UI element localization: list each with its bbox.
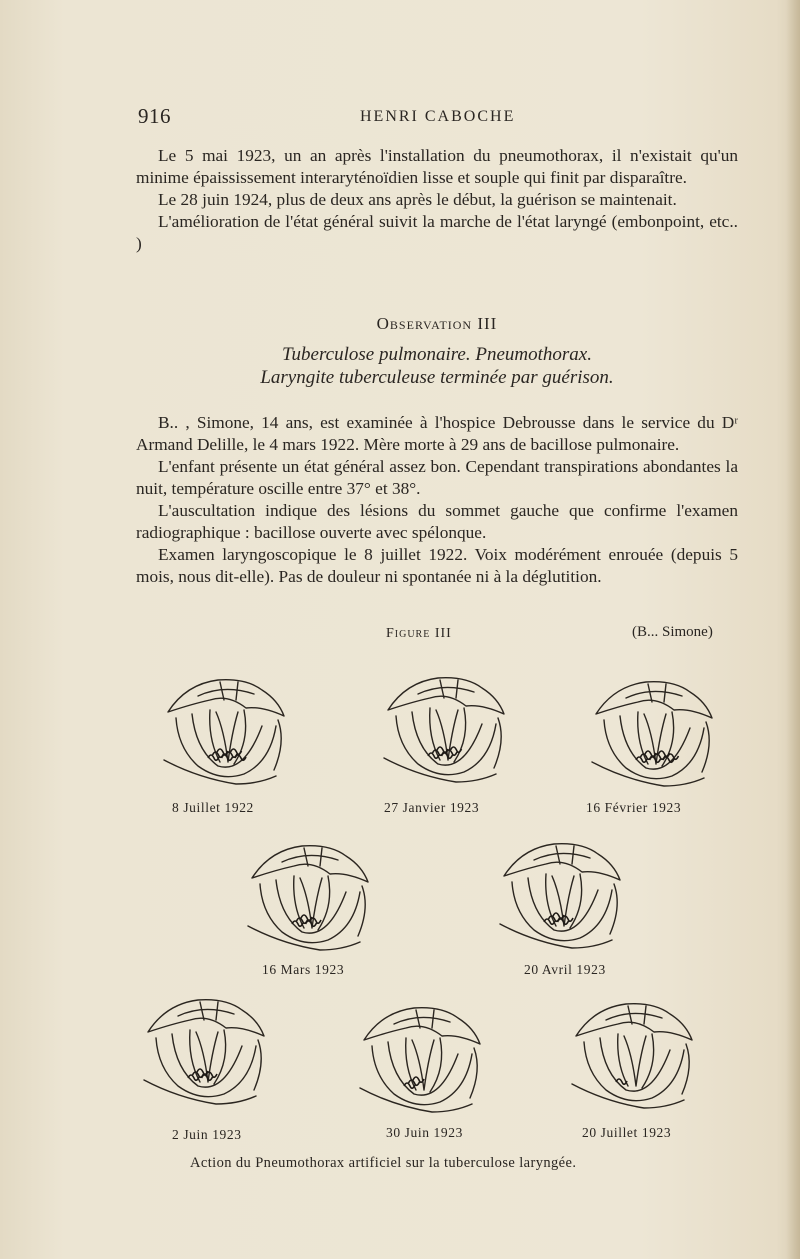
panel-date: 16 Mars 1923 [262, 962, 345, 977]
larynx-sketch [494, 834, 634, 954]
paragraph: Examen laryngoscopique le 8 juillet 1922. Voix modérément enrouée (depuis 5 mois, nous dit-elle). Pas de douleur ni spontanée ni à la déglutition. [136, 545, 738, 586]
paragraph: L'amélioration de l'état général suivit la marche de l'état laryngé (embonpoint, etc.. ) [136, 212, 738, 253]
larynx-sketch [586, 672, 726, 792]
figure-caption: Action du Pneumothorax artificiel sur la tuberculose laryngée. [190, 1155, 577, 1171]
observation-title: Observation III [376, 314, 498, 333]
paragraph: L'enfant présente un état général assez bon. Cependant transpirations abondantes la nuit, température oscille entre 37° et 38°. [136, 457, 738, 498]
intro-text [136, 145, 738, 255]
running-head: HENRI CABOCHE [360, 108, 516, 125]
page-header [138, 104, 738, 134]
larynx-sketch [158, 670, 298, 790]
page-number: 916 [138, 104, 171, 128]
larynx-sketch [566, 994, 706, 1114]
panel-date: 2 Juin 1923 [172, 1127, 242, 1142]
larynx-sketch [378, 668, 518, 788]
panel-date: 16 Février 1923 [586, 800, 682, 815]
panel-date: 20 Avril 1923 [524, 962, 606, 977]
paragraph: B.. , Simone, 14 ans, est examinée à l'hospice Debrousse dans le service du Dʳ Armand Delille, le 4 mars 1922. Mère morte à 29 ans de bacillose pulmonaire. [136, 413, 738, 454]
panel-date: 20 Juillet 1923 [582, 1125, 672, 1140]
paragraph: Le 5 mai 1923, un an après l'installation du pneumothorax, il n'existait qu'un minime épaississement interaryténoïdien lisse et souple qui finit par disparaître. [136, 146, 738, 187]
observation-subtitle-1: Tuberculose pulmonaire. Pneumothorax. [282, 344, 592, 365]
case-text [136, 412, 738, 588]
larynx-sketch [138, 990, 278, 1110]
panel-date: 27 Janvier 1923 [384, 800, 480, 815]
larynx-sketch [354, 998, 494, 1118]
figure-patient: (B... Simone) [632, 624, 713, 640]
larynx-sketch [242, 836, 382, 956]
observation-subtitle-2: Laryngite tuberculeuse terminée par guérison. [260, 367, 614, 388]
panel-date: 8 Juillet 1922 [172, 800, 254, 815]
figure-label: Figure III [386, 626, 452, 641]
book-spine-shadow [786, 0, 800, 1259]
paragraph: L'auscultation indique des lésions du sommet gauche que confirme l'examen radiographique : bacillose ouverte avec spélonque. [136, 501, 738, 542]
paragraph: Le 28 juin 1924, plus de deux ans après le début, la guérison se maintenait. [158, 190, 677, 209]
panel-date: 30 Juin 1923 [386, 1125, 463, 1140]
